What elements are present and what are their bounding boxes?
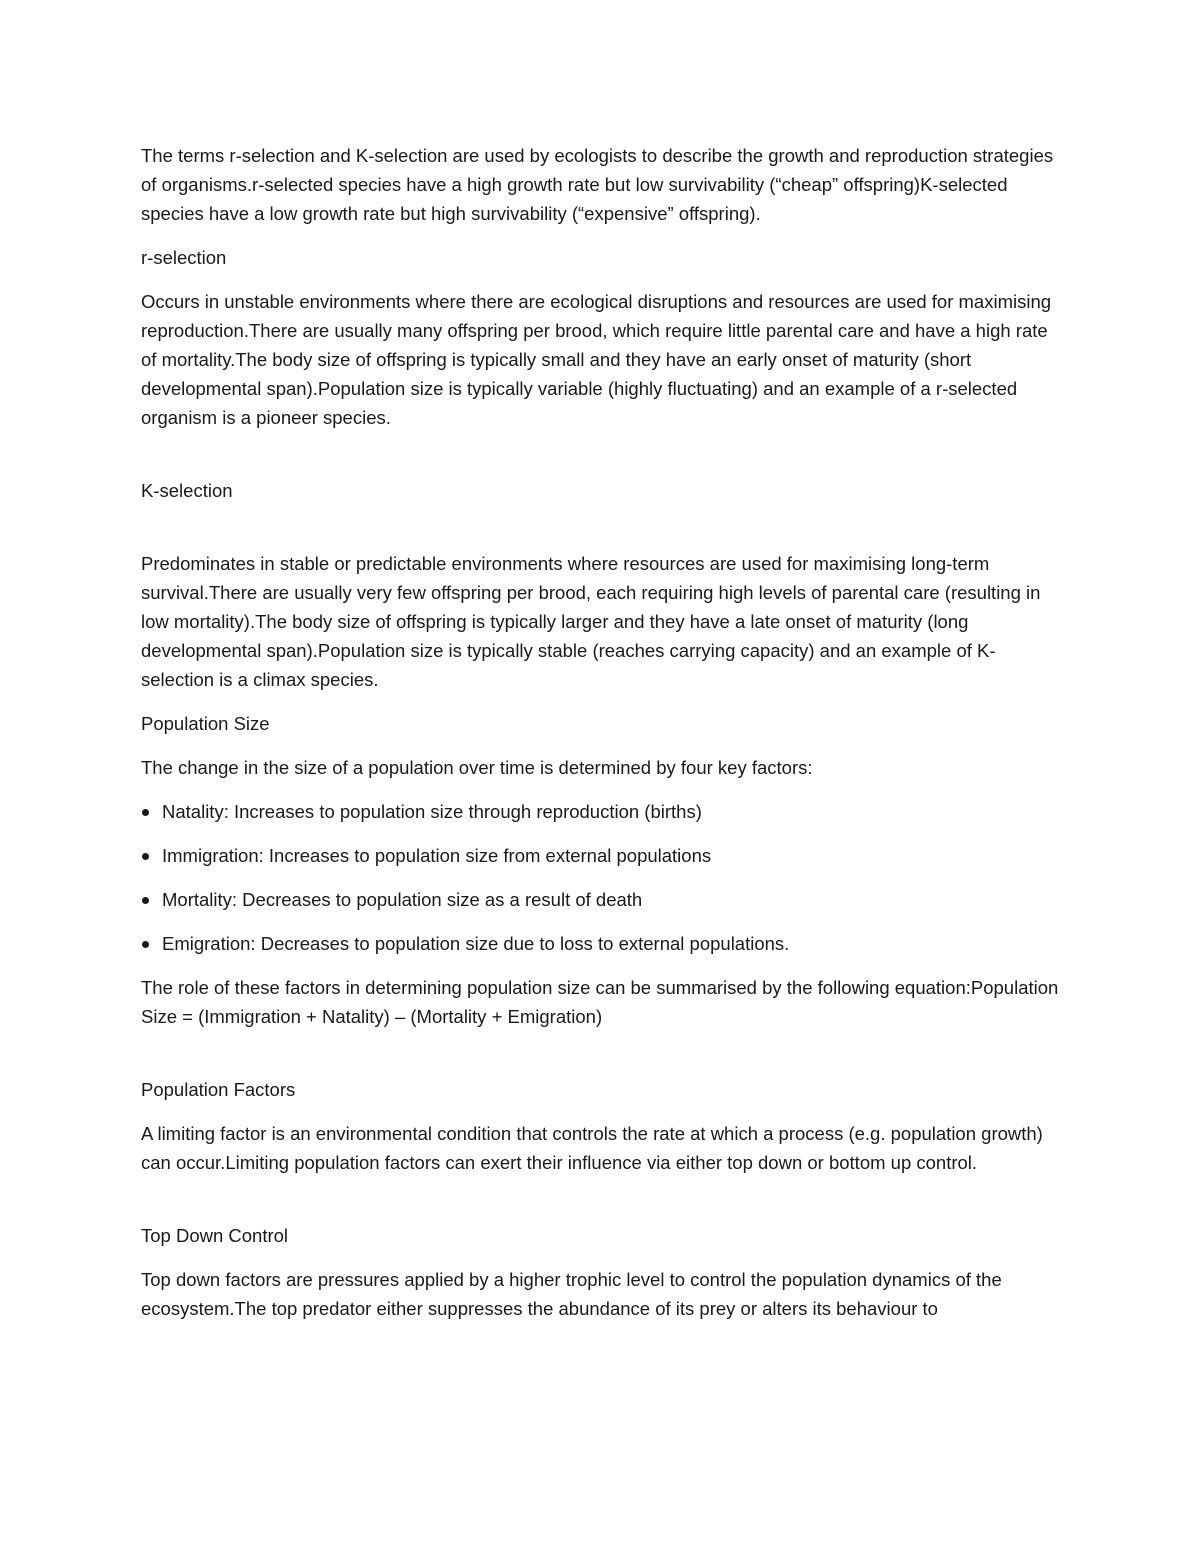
population-size-heading: Population Size <box>141 713 270 734</box>
factor-immigration: Immigration: Increases to population size from external populations <box>162 845 712 866</box>
r-selection-paragraph: Occurs in unstable environments where there are ecological disruptions and resources are used for maximising reproduction.There are usually many offspring per brood, which require little parental care and have a high rate of mortality.The body size of offspring is typically small and they have an early onset of maturity (short developmental span).Population size is typically variable (highly fluctuating) and an example of a r-selected organism is a pioneer species. <box>141 291 1052 428</box>
list-item <box>141 885 1066 914</box>
list-item <box>141 929 1066 958</box>
bullet-icon <box>142 897 149 904</box>
top-down-heading: Top Down Control <box>141 1225 289 1246</box>
population-factors-paragraph: A limiting factor is an environmental condition that controls the rate at which a process (e.g. population growth) can occur.Limiting population factors can exert their influence via either top down or bottom up control. <box>141 1123 1043 1173</box>
bullet-icon <box>142 853 149 860</box>
k-selection-paragraph: Predominates in stable or predictable environments where resources are used for maximising long-term survival.There are usually very few offspring per brood, each requiring high levels of parental care (resulting in low mortality).The body size of offspring is typically larger and they have a late onset of maturity (long developmental span).Population size is typically stable (reaches carrying capacity) and an example of K-selection is a climax species. <box>141 553 1041 690</box>
intro-paragraph: The terms r-selection and K-selection are used by ecologists to describe the growth and reproduction strategies of organisms.r-selected species have a high growth rate but low survivability (“cheap” offspring)K-selected species have a low growth rate but high survivability (“expensive” offspring). <box>141 145 1054 224</box>
equation-paragraph: The role of these factors in determining population size can be summarised by the following equation:Population Size = (Immigration + Natality) – (Mortality + Emigration) <box>141 977 1059 1027</box>
k-selection-heading: K-selection <box>141 480 233 501</box>
list-item <box>141 797 1066 826</box>
bullet-icon <box>142 941 149 948</box>
bullet-icon <box>142 809 149 816</box>
factor-emigration: Emigration: Decreases to population size due to loss to external populations. <box>162 933 790 954</box>
population-factors-heading: Population Factors <box>141 1079 296 1100</box>
factor-mortality: Mortality: Decreases to population size as a result of death <box>162 889 643 910</box>
factor-natality: Natality: Increases to population size through reproduction (births) <box>162 801 702 822</box>
r-selection-heading: r-selection <box>141 247 227 268</box>
population-size-intro: The change in the size of a population over time is determined by four key factors: <box>141 757 813 778</box>
top-down-paragraph: Top down factors are pressures applied by a higher trophic level to control the population dynamics of the ecosystem.The top predator either suppresses the abundance of its prey or alters its behaviour to <box>141 1269 1002 1319</box>
factor-list <box>141 797 1066 958</box>
list-item <box>141 841 1066 870</box>
document-body <box>141 141 1066 1323</box>
